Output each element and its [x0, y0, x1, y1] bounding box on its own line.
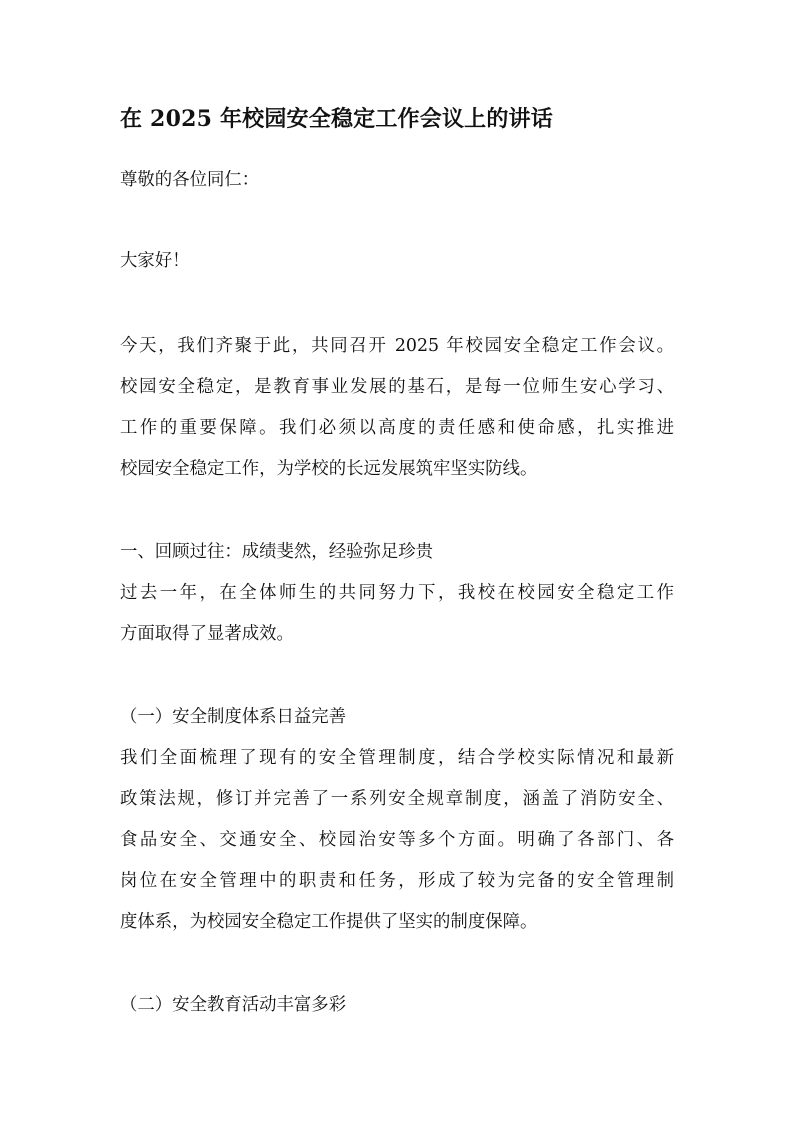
- subsection-heading: （二）安全教育活动丰富多彩: [120, 995, 347, 1015]
- intro-line: 校园安全稳定工作，为学校的长远发展筑牢坚实防线。: [120, 459, 538, 479]
- section-heading: 一、回顾过往：成绩斐然，经验弥足珍贵: [120, 542, 434, 562]
- subsection-line: 政策法规，修订并完善了一系列安全规章制度，涵盖了消防安全、: [120, 789, 674, 809]
- subsection-line: 度体系，为校园安全稳定工作提供了坚实的制度保障。: [120, 912, 538, 932]
- intro-line: 校园安全稳定，是教育事业发展的基石，是每一位师生安心学习、: [120, 377, 674, 397]
- subsection-line: 食品安全、交通安全、校园治安等多个方面。明确了各部门、各: [120, 830, 674, 850]
- subsection-line: 岗位在安全管理中的职责和任务，形成了较为完备的安全管理制: [120, 871, 674, 891]
- greeting: 大家好！: [120, 251, 190, 271]
- subsection-heading: （一）安全制度体系日益完善: [120, 707, 347, 727]
- intro-line: 今天，我们齐聚于此，共同召开 2025 年校园安全稳定工作会议。: [120, 336, 674, 356]
- section-line: 方面取得了显著成效。: [120, 624, 294, 644]
- salutation: 尊敬的各位同仁：: [120, 170, 260, 190]
- section-line: 过去一年，在全体师生的共同努力下，我校在校园安全稳定工作: [120, 583, 674, 603]
- document-title: 在 2025 年校园安全稳定工作会议上的讲话: [120, 106, 553, 132]
- intro-line: 工作的重要保障。我们必须以高度的责任感和使命感，扎实推进: [120, 418, 674, 438]
- subsection-line: 我们全面梳理了现有的安全管理制度，结合学校实际情况和最新: [120, 748, 674, 768]
